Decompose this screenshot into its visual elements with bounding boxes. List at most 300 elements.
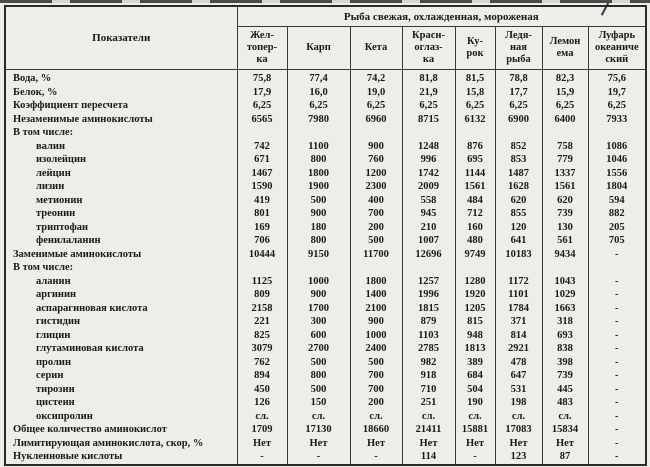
row-label: гистидин [5, 315, 237, 329]
row-label: лизин [5, 180, 237, 194]
table-row [5, 70, 646, 86]
row-label: аспарагиновая кислота [5, 302, 237, 316]
cell-value: 7933 [588, 113, 646, 127]
cell-value: 647 [495, 369, 542, 383]
cell-value: 945 [402, 207, 455, 221]
cell-value: 2100 [350, 302, 402, 316]
row-label: лейцин [5, 167, 237, 181]
cell-value: 18660 [350, 423, 402, 437]
cell-value: 160 [455, 221, 495, 235]
cell-value: 948 [455, 329, 495, 343]
cell-value: 500 [287, 356, 350, 370]
cell-value: 81,8 [402, 70, 455, 86]
cell-value [287, 126, 350, 140]
cell-value: 12696 [402, 248, 455, 262]
row-label: пролин [5, 356, 237, 370]
cell-value [237, 126, 287, 140]
cell-value: 705 [588, 234, 646, 248]
cell-value [542, 126, 588, 140]
cell-value: 779 [542, 153, 588, 167]
cell-value: 1103 [402, 329, 455, 343]
row-label: глутаминовая кислота [5, 342, 237, 356]
cell-value: 1561 [455, 180, 495, 194]
cell-value: - [588, 248, 646, 262]
table-row [5, 329, 646, 343]
cell-value: 879 [402, 315, 455, 329]
table-row [5, 315, 646, 329]
cell-value: 120 [495, 221, 542, 235]
cell-value: 1561 [542, 180, 588, 194]
cell-value: 21411 [402, 423, 455, 437]
column-header: Ледя- ная рыба [495, 27, 542, 70]
row-label: глицин [5, 329, 237, 343]
cell-value: 82,3 [542, 70, 588, 86]
indicators-header: Показатели [5, 6, 237, 70]
table-row [5, 221, 646, 235]
cell-value: 17083 [495, 423, 542, 437]
cell-value: 17,9 [237, 86, 287, 100]
cell-value: 15834 [542, 423, 588, 437]
table-row [5, 86, 646, 100]
table-row [5, 180, 646, 194]
cell-value [495, 261, 542, 275]
table-row [5, 396, 646, 410]
cell-value: 1144 [455, 167, 495, 181]
cell-value: 800 [287, 234, 350, 248]
cell-value: 1172 [495, 275, 542, 289]
cell-value: сл. [350, 410, 402, 424]
table-row [5, 140, 646, 154]
cell-value: 500 [287, 383, 350, 397]
cell-value: 484 [455, 194, 495, 208]
cell-value: сл. [455, 410, 495, 424]
cell-value: - [588, 329, 646, 343]
cell-value: 398 [542, 356, 588, 370]
table-group-header: Рыба свежая, охлажденная, мороженая [237, 6, 646, 27]
cell-value: 500 [350, 234, 402, 248]
cell-value: 760 [350, 153, 402, 167]
cell-value: 180 [287, 221, 350, 235]
cell-value: 2921 [495, 342, 542, 356]
cell-value: 251 [402, 396, 455, 410]
cell-value: 1920 [455, 288, 495, 302]
table-row [5, 356, 646, 370]
cell-value [455, 261, 495, 275]
table-header [5, 6, 646, 70]
cell-value: 1101 [495, 288, 542, 302]
cell-value: 210 [402, 221, 455, 235]
cell-value: 1043 [542, 275, 588, 289]
row-label: В том числе: [5, 261, 237, 275]
cell-value: 17,7 [495, 86, 542, 100]
column-header: Ку- рок [455, 27, 495, 70]
cell-value: 838 [542, 342, 588, 356]
cell-value: 78,8 [495, 70, 542, 86]
table-row [5, 167, 646, 181]
row-label: Коэффициент пересчета [5, 99, 237, 113]
cell-value: - [237, 450, 287, 465]
cell-value: - [588, 356, 646, 370]
table-row [5, 248, 646, 262]
cell-value: 445 [542, 383, 588, 397]
row-label: треонин [5, 207, 237, 221]
cell-value: 6,25 [402, 99, 455, 113]
cell-value: 9150 [287, 248, 350, 262]
cell-value: 853 [495, 153, 542, 167]
row-label: Вода, % [5, 70, 237, 86]
cell-value: 6,25 [237, 99, 287, 113]
cell-value: 561 [542, 234, 588, 248]
cell-value: Нет [402, 437, 455, 451]
cell-value: 852 [495, 140, 542, 154]
cell-value: 800 [287, 369, 350, 383]
cell-value: 1200 [350, 167, 402, 181]
cell-value: 75,6 [588, 70, 646, 86]
cell-value: 169 [237, 221, 287, 235]
cell-value: 198 [495, 396, 542, 410]
cell-value: - [287, 450, 350, 465]
cell-value: 1742 [402, 167, 455, 181]
cell-value: 7980 [287, 113, 350, 127]
cell-value [495, 126, 542, 140]
cell-value: 1029 [542, 288, 588, 302]
table-body [5, 70, 646, 465]
cell-value: 10444 [237, 248, 287, 262]
cell-value: 706 [237, 234, 287, 248]
cell-value: 419 [237, 194, 287, 208]
cell-value [350, 126, 402, 140]
cell-value: 6960 [350, 113, 402, 127]
cell-value: 712 [455, 207, 495, 221]
cell-value: 1628 [495, 180, 542, 194]
row-label: Общее количество аминокислот [5, 423, 237, 437]
column-header: Карп [287, 27, 350, 70]
cell-value: 739 [542, 207, 588, 221]
row-label: оксипролин [5, 410, 237, 424]
cell-value: 1709 [237, 423, 287, 437]
cell-value: 996 [402, 153, 455, 167]
cell-value: Нет [287, 437, 350, 451]
table-row [5, 153, 646, 167]
table-row [5, 423, 646, 437]
cell-value: 123 [495, 450, 542, 465]
cell-value: 11700 [350, 248, 402, 262]
cell-value: 982 [402, 356, 455, 370]
cell-value: 700 [350, 207, 402, 221]
cell-value [402, 261, 455, 275]
column-header: Жел- топер- ка [237, 27, 287, 70]
cell-value: 594 [588, 194, 646, 208]
cell-value: 81,5 [455, 70, 495, 86]
cell-value: Нет [350, 437, 402, 451]
cell-value: 1000 [287, 275, 350, 289]
cell-value: 9749 [455, 248, 495, 262]
cell-value: 1086 [588, 140, 646, 154]
cell-value [402, 126, 455, 140]
table-row [5, 437, 646, 451]
cell-value: Нет [237, 437, 287, 451]
cell-value: 3079 [237, 342, 287, 356]
cell-value: 15,8 [455, 86, 495, 100]
cell-value: 620 [495, 194, 542, 208]
table-row [5, 126, 646, 140]
cell-value: 1800 [287, 167, 350, 181]
table-row [5, 207, 646, 221]
cell-value: 15,9 [542, 86, 588, 100]
cell-value: 894 [237, 369, 287, 383]
cell-value: 87 [542, 450, 588, 465]
row-label: Заменимые аминокислоты [5, 248, 237, 262]
cell-value: 531 [495, 383, 542, 397]
cell-value: 700 [350, 369, 402, 383]
cell-value: сл. [402, 410, 455, 424]
cell-value: 815 [455, 315, 495, 329]
cell-value: 19,0 [350, 86, 402, 100]
cell-value: 6,25 [542, 99, 588, 113]
cell-value: 684 [455, 369, 495, 383]
cell-value: - [588, 369, 646, 383]
cell-value: 17130 [287, 423, 350, 437]
cell-value: 6900 [495, 113, 542, 127]
cell-value: 2158 [237, 302, 287, 316]
row-label: тирозин [5, 383, 237, 397]
cell-value: 1556 [588, 167, 646, 181]
cell-value: 762 [237, 356, 287, 370]
cell-value: 500 [350, 356, 402, 370]
fish-amino-acid-table [4, 5, 647, 466]
cell-value: сл. [287, 410, 350, 424]
cell-value: 371 [495, 315, 542, 329]
cell-value: 1046 [588, 153, 646, 167]
cell-value: 758 [542, 140, 588, 154]
cell-value: 205 [588, 221, 646, 235]
cell-value: 1467 [237, 167, 287, 181]
table-row [5, 369, 646, 383]
cell-value: - [588, 275, 646, 289]
row-label: аланин [5, 275, 237, 289]
scan-artifact-top [0, 0, 650, 3]
cell-value: 693 [542, 329, 588, 343]
cell-value: 483 [542, 396, 588, 410]
cell-value: - [588, 288, 646, 302]
table-row [5, 342, 646, 356]
column-header: Кета [350, 27, 402, 70]
cell-value: 2400 [350, 342, 402, 356]
cell-value: 1125 [237, 275, 287, 289]
cell-value: 1487 [495, 167, 542, 181]
row-label: Незаменимые аминокислоты [5, 113, 237, 127]
cell-value: 389 [455, 356, 495, 370]
cell-value: 1590 [237, 180, 287, 194]
cell-value: - [588, 342, 646, 356]
cell-value: 1205 [455, 302, 495, 316]
row-label: Белок, % [5, 86, 237, 100]
cell-value: 641 [495, 234, 542, 248]
cell-value: 6565 [237, 113, 287, 127]
cell-value: Нет [495, 437, 542, 451]
row-label: Лимитирующая аминокислота, скор, % [5, 437, 237, 451]
cell-value: 9434 [542, 248, 588, 262]
cell-value: 1813 [455, 342, 495, 356]
cell-value: 695 [455, 153, 495, 167]
table-row [5, 261, 646, 275]
row-label: триптофан [5, 221, 237, 235]
cell-value: 739 [542, 369, 588, 383]
cell-value: 75,8 [237, 70, 287, 86]
table-row [5, 410, 646, 424]
cell-value: 710 [402, 383, 455, 397]
cell-value: 620 [542, 194, 588, 208]
cell-value: 8715 [402, 113, 455, 127]
cell-value: 600 [287, 329, 350, 343]
cell-value: 6132 [455, 113, 495, 127]
row-label: метионин [5, 194, 237, 208]
cell-value: 1248 [402, 140, 455, 154]
cell-value: 742 [237, 140, 287, 154]
row-label: В том числе: [5, 126, 237, 140]
cell-value: Нет [455, 437, 495, 451]
cell-value: 2700 [287, 342, 350, 356]
cell-value: 6,25 [287, 99, 350, 113]
table-row [5, 234, 646, 248]
cell-value: 918 [402, 369, 455, 383]
cell-value: 1804 [588, 180, 646, 194]
cell-value: 558 [402, 194, 455, 208]
cell-value: 114 [402, 450, 455, 465]
cell-value: 809 [237, 288, 287, 302]
cell-value: сл. [495, 410, 542, 424]
cell-value: 671 [237, 153, 287, 167]
cell-value: 478 [495, 356, 542, 370]
cell-value: 504 [455, 383, 495, 397]
column-header: Лемон ема [542, 27, 588, 70]
cell-value: - [588, 423, 646, 437]
row-label: цистеин [5, 396, 237, 410]
cell-value: 318 [542, 315, 588, 329]
cell-value: 77,4 [287, 70, 350, 86]
table-row [5, 288, 646, 302]
table-row [5, 99, 646, 113]
cell-value: сл. [237, 410, 287, 424]
cell-value: 900 [350, 140, 402, 154]
cell-value: 150 [287, 396, 350, 410]
cell-value [237, 261, 287, 275]
cell-value: 15881 [455, 423, 495, 437]
cell-value: 2300 [350, 180, 402, 194]
cell-value: 190 [455, 396, 495, 410]
cell-value: 825 [237, 329, 287, 343]
cell-value [588, 126, 646, 140]
cell-value: 19,7 [588, 86, 646, 100]
cell-value: 1663 [542, 302, 588, 316]
cell-value [542, 261, 588, 275]
row-label: серин [5, 369, 237, 383]
cell-value: - [588, 396, 646, 410]
cell-value: 200 [350, 396, 402, 410]
table-row [5, 194, 646, 208]
cell-value [287, 261, 350, 275]
cell-value: 1257 [402, 275, 455, 289]
cell-value [588, 261, 646, 275]
row-label: изолейцин [5, 153, 237, 167]
row-label: фенилаланин [5, 234, 237, 248]
cell-value: 300 [287, 315, 350, 329]
cell-value: 1800 [350, 275, 402, 289]
table-row [5, 450, 646, 465]
cell-value: 1996 [402, 288, 455, 302]
group-header-row [5, 6, 646, 27]
cell-value: 1100 [287, 140, 350, 154]
table-row [5, 275, 646, 289]
cell-value: 6,25 [495, 99, 542, 113]
cell-value: 6,25 [588, 99, 646, 113]
cell-value: 1700 [287, 302, 350, 316]
cell-value: 1337 [542, 167, 588, 181]
cell-value: 1784 [495, 302, 542, 316]
cell-value: 800 [287, 153, 350, 167]
cell-value: 16,0 [287, 86, 350, 100]
cell-value: 855 [495, 207, 542, 221]
row-label: валин [5, 140, 237, 154]
column-header: Луфарь океаниче ский [588, 27, 646, 70]
cell-value: 400 [350, 194, 402, 208]
cell-value: 900 [287, 207, 350, 221]
row-label: аргинин [5, 288, 237, 302]
cell-value: 6,25 [350, 99, 402, 113]
cell-value: 6,25 [455, 99, 495, 113]
cell-value: - [588, 450, 646, 465]
cell-value: 2009 [402, 180, 455, 194]
cell-value: - [588, 437, 646, 451]
cell-value: 882 [588, 207, 646, 221]
cell-value: 10183 [495, 248, 542, 262]
cell-value: 700 [350, 383, 402, 397]
cell-value: 876 [455, 140, 495, 154]
cell-value: 1000 [350, 329, 402, 343]
table-row [5, 302, 646, 316]
cell-value: 1815 [402, 302, 455, 316]
cell-value: 221 [237, 315, 287, 329]
cell-value: - [350, 450, 402, 465]
cell-value: 801 [237, 207, 287, 221]
cell-value: 900 [287, 288, 350, 302]
cell-value: 6400 [542, 113, 588, 127]
cell-value: - [588, 315, 646, 329]
table-row [5, 383, 646, 397]
cell-value: 1280 [455, 275, 495, 289]
cell-value: 1007 [402, 234, 455, 248]
cell-value: 900 [350, 315, 402, 329]
cell-value [350, 261, 402, 275]
cell-value: 480 [455, 234, 495, 248]
column-header: Красн- оглаз- ка [402, 27, 455, 70]
cell-value: - [588, 302, 646, 316]
cell-value: 126 [237, 396, 287, 410]
cell-value [455, 126, 495, 140]
cell-value: сл. [542, 410, 588, 424]
cell-value: 814 [495, 329, 542, 343]
cell-value: 130 [542, 221, 588, 235]
cell-value: 1900 [287, 180, 350, 194]
cell-value: 500 [287, 194, 350, 208]
cell-value: 2785 [402, 342, 455, 356]
cell-value: - [588, 410, 646, 424]
cell-value: 21,9 [402, 86, 455, 100]
row-label: Нуклеиновые кислоты [5, 450, 237, 465]
table-row [5, 113, 646, 127]
cell-value: - [588, 383, 646, 397]
cell-value: - [455, 450, 495, 465]
